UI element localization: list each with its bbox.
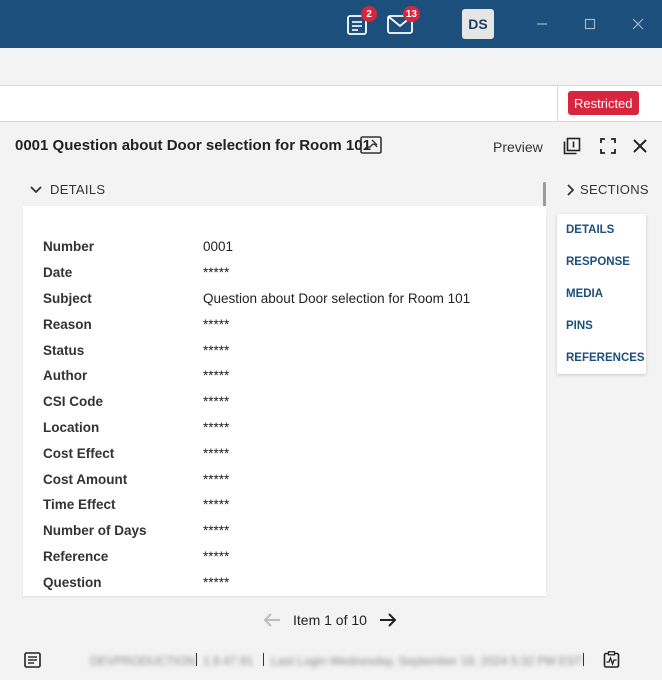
field-label: Cost Amount <box>43 472 128 487</box>
field-label: Reference <box>43 549 109 564</box>
sections-toggle[interactable] <box>566 182 649 197</box>
field-row <box>43 549 543 569</box>
field-label: Number <box>43 239 95 254</box>
copy-button[interactable] <box>563 137 581 155</box>
tasks-button[interactable] <box>343 10 371 38</box>
previous-item-button[interactable] <box>263 610 281 630</box>
field-row <box>43 265 543 285</box>
field-row <box>43 239 543 259</box>
signature-icon <box>360 136 382 156</box>
maximize-button[interactable] <box>580 14 600 34</box>
mail-badge: 13 <box>403 6 420 22</box>
section-link-pins[interactable]: PINS <box>566 320 593 332</box>
details-toggle-label: DETAILS <box>50 182 106 197</box>
field-row <box>43 575 543 595</box>
chevron-right-icon <box>566 184 574 196</box>
mail-button[interactable] <box>386 8 417 38</box>
arrow-left-icon <box>263 612 281 628</box>
field-value: ***** <box>203 575 230 590</box>
minimize-icon <box>536 18 548 30</box>
field-label: Location <box>43 420 100 435</box>
field-label: Question <box>43 575 102 590</box>
field-row <box>43 523 543 543</box>
status-last-login: Last Login Wednesday, September 18, 2024 5:32 PM EST <box>271 654 583 668</box>
sections-panel <box>557 214 646 374</box>
page-title: 0001 Question about Door selection for Room 101 <box>15 137 371 154</box>
field-row <box>43 368 543 388</box>
search-divider <box>557 86 558 122</box>
field-label: Author <box>43 368 88 383</box>
field-value: ***** <box>203 497 230 512</box>
pager-label: Item 1 of 10 <box>293 612 367 628</box>
field-row <box>43 291 543 311</box>
field-value: 0001 <box>203 239 234 254</box>
field-row <box>43 317 543 337</box>
close-icon <box>632 18 644 30</box>
section-link-media[interactable]: MEDIA <box>566 288 604 300</box>
title-bar <box>0 0 662 48</box>
field-row <box>43 394 543 414</box>
section-link-response[interactable]: RESPONSE <box>566 256 630 268</box>
details-toggle[interactable] <box>30 182 105 197</box>
field-value: Question about Door selection for Room 101 <box>203 291 471 306</box>
restricted-badge[interactable]: Restricted <box>568 91 639 115</box>
tasks-badge: 2 <box>361 6 377 22</box>
details-panel <box>23 206 546 596</box>
chevron-down-icon <box>30 185 42 195</box>
preview-button[interactable]: Preview <box>493 139 543 155</box>
field-row <box>43 420 543 440</box>
clipboard-pulse-icon <box>603 651 620 668</box>
sections-toggle-label: SECTIONS <box>580 182 649 197</box>
field-row <box>43 446 543 466</box>
field-label: Number of Days <box>43 523 147 538</box>
status-version: 1.9.47.91 <box>203 654 254 668</box>
field-value: ***** <box>203 549 230 564</box>
field-row <box>43 497 543 517</box>
field-label: Date <box>43 265 73 280</box>
sign-button[interactable] <box>360 136 382 156</box>
field-label: Cost Effect <box>43 446 115 461</box>
field-label: CSI Code <box>43 394 104 409</box>
section-link-details[interactable]: DETAILS <box>566 224 615 236</box>
field-label: Time Effect <box>43 497 116 512</box>
log-button[interactable] <box>24 652 41 673</box>
field-label: Subject <box>43 291 92 306</box>
section-link-references[interactable]: REFERENCES <box>566 352 645 364</box>
maximize-icon <box>584 18 596 30</box>
field-label: Status <box>43 343 85 358</box>
field-label: Reason <box>43 317 92 332</box>
field-value: ***** <box>203 446 230 461</box>
search-bar[interactable] <box>0 85 662 122</box>
field-value: ***** <box>203 317 230 332</box>
fullscreen-button[interactable] <box>599 137 617 155</box>
field-value: ***** <box>203 343 230 358</box>
field-row <box>43 472 543 492</box>
next-item-button[interactable] <box>379 610 397 630</box>
status-separator <box>263 653 264 666</box>
document-lines-icon <box>24 652 41 668</box>
minimize-button[interactable] <box>532 14 552 34</box>
field-value: ***** <box>203 420 230 435</box>
field-value: ***** <box>203 265 230 280</box>
arrow-right-icon <box>379 612 397 628</box>
close-window-button[interactable] <box>628 14 648 34</box>
field-value: ***** <box>203 394 230 409</box>
user-avatar[interactable]: DS <box>462 9 494 39</box>
fullscreen-icon <box>600 138 616 154</box>
field-value: ***** <box>203 523 230 538</box>
close-icon <box>633 139 647 153</box>
status-separator <box>196 653 197 666</box>
activity-button[interactable] <box>603 651 620 673</box>
status-environment: DEVPRODUCTION <box>90 654 196 668</box>
field-value: ***** <box>203 472 230 487</box>
status-separator <box>583 653 584 666</box>
copy-icon <box>563 137 581 155</box>
field-value: ***** <box>203 368 230 383</box>
field-row <box>43 343 543 363</box>
close-panel-button[interactable] <box>631 137 649 155</box>
